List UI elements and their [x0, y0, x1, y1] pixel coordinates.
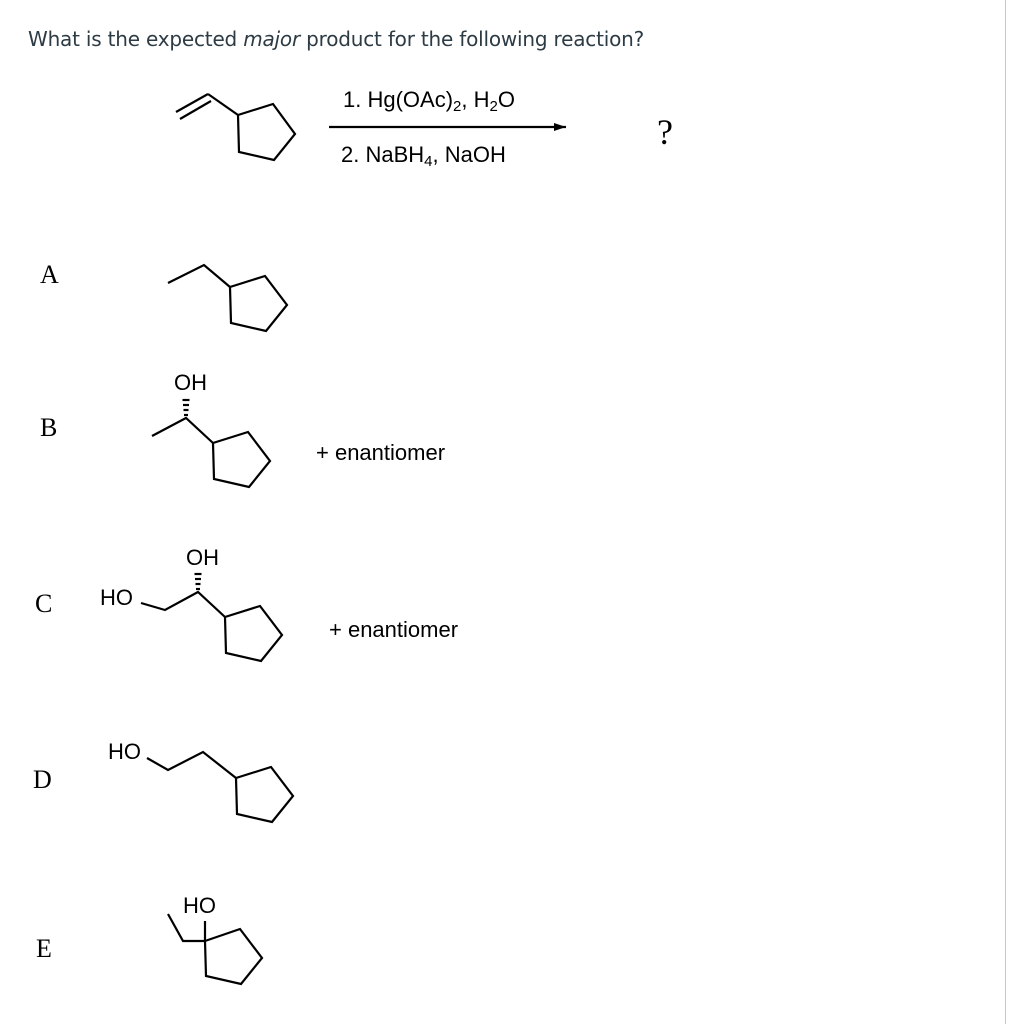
option-a-cyclopentane-ring	[230, 276, 287, 331]
option-c-letter: C	[35, 589, 53, 618]
reactant-single-bond	[208, 94, 238, 115]
reactant-cyclopentane-ring	[238, 104, 295, 160]
product-placeholder: ?	[657, 112, 673, 152]
option-e-ethyl-chain	[168, 914, 205, 941]
reactant-double-bond-inner	[180, 101, 211, 119]
reaction-step-2: 2. NaBH$_4$, NaOH	[341, 142, 506, 170]
question-prefix: What is the expected	[28, 27, 244, 51]
option-b-chain	[152, 418, 213, 443]
option-c-chain	[141, 592, 225, 617]
option-b-letter: B	[40, 413, 58, 442]
option-a-letter: A	[40, 260, 59, 289]
option-d-chain	[147, 752, 236, 778]
option-b-cyclopentane-ring	[213, 432, 270, 487]
reactant-structure	[176, 94, 295, 160]
option-d-letter: D	[33, 765, 52, 794]
option-a-ethyl-chain	[168, 265, 230, 287]
option-b-structure	[152, 400, 270, 487]
option-e-letter: E	[36, 934, 52, 963]
option-c-oh-label: OH	[186, 545, 219, 570]
option-c-enantiomer: + enantiomer	[329, 617, 459, 642]
option-c-hashed-wedge	[195, 574, 202, 589]
option-e-cyclopentane-ring	[205, 929, 262, 984]
option-b-hashed-wedge	[183, 400, 190, 415]
reactant-double-bond-outer	[176, 94, 208, 112]
question-suffix: product for the following reaction?	[299, 27, 644, 51]
option-d-structure	[147, 752, 293, 822]
reaction-step-1: 1. $Hg(OAc)_2$, $H_2O$	[343, 87, 515, 115]
question-emphasis: major	[243, 27, 300, 51]
option-e-ho-label: HO	[183, 893, 216, 918]
option-b-oh-label: OH	[174, 370, 207, 395]
option-c-cyclopentane-ring	[225, 606, 282, 661]
option-b-enantiomer: + enantiomer	[316, 440, 446, 465]
option-d-ho-label: HO	[108, 739, 141, 764]
option-c-ho-label: HO	[100, 585, 133, 610]
option-a-structure	[168, 265, 287, 331]
option-c-structure	[141, 574, 282, 661]
option-d-cyclopentane-ring	[236, 767, 293, 822]
option-e-structure	[168, 914, 262, 984]
